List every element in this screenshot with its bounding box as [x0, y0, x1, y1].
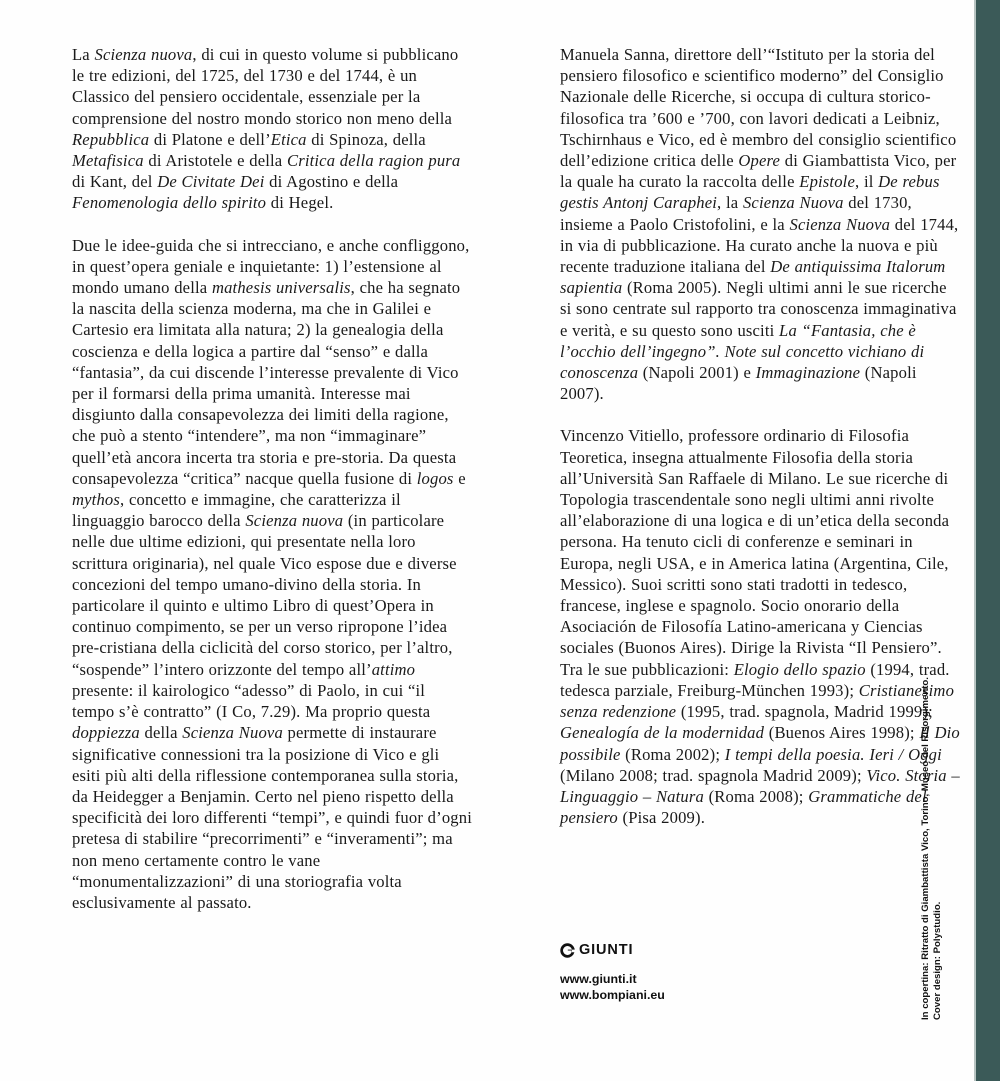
- italic-title: Cristianesimo senza redenzione: [560, 680, 955, 722]
- italic-title: Scienza Nuova: [789, 214, 891, 234]
- italic-title: Immaginazione: [755, 363, 861, 383]
- italic-title: Elogio dello spazio: [733, 659, 866, 679]
- italic-title: De antiquissima Italorum sapientia: [560, 257, 946, 298]
- paragraph-manuela-sanna-bio: Manuela Sanna, direttore dell’“Istituto per la storia del pensiero filosofico e scientifico moderno” del Consiglio Nazionale delle Ricerche, si occupa di cultura storico-filosofica tra ’600 e ’700, con lavori dedicati a Leibniz, Tschirnhaus e Vico, ed è membro del consiglio scientifico dell’edizione critica delle Opere di Giambattista Vico, per la quale ha curato la raccolta delle Epistole, il De rebus gestis Antonj Caraphei, la Scienza Nuova del 1730, insieme a Paolo Cristofolini, e la Scienza Nuova del 1744, in via di pubblicazione. Ha curato anche la nuova e più recente traduzione italiana del De antiquissima Italorum sapientia (Roma 2005). Negli ultimi anni le sue ricerche si sono centrate sul rapporto tra conoscenza immaginativa e verità, e su questo sono usciti La “Fantasia, che è l’occhio dell’ingegno”. Note sul concetto vichiano di conoscenza (Napoli 2001) e Immaginazione (Napoli 2007).: [560, 45, 959, 404]
- italic-title: Fenomenologia dello spirito: [72, 193, 267, 213]
- italic-title: mythos: [72, 490, 121, 510]
- publisher-urls: [560, 972, 860, 1003]
- url-giunti[interactable]: www.giunti.it: [560, 972, 637, 986]
- giunti-logo-icon: [560, 943, 575, 958]
- italic-title: Scienza nuova: [94, 45, 193, 64]
- italic-title: Etica: [270, 129, 307, 149]
- italic-title: I tempi della poesia. Ieri / Oggi: [724, 744, 942, 764]
- italic-title: logos: [416, 468, 454, 488]
- paragraph-idee-guida: Due le idee-guida che si intrecciano, e anche confliggono, in quest’opera geniale e inquietante: 1) l’estensione al mondo umano della mathesis universalis, che ha segnato la nascita della scienza moderna, ma che in Galilei e Cartesio era limitata alla natura; 2) la genealogia della coscienza e della logica a partire dal “senso” e dalla “fantasia”, da cui discende l’interesse prevalente di Vico per il formarsi della prima umanità. Interesse mai disgiunto dalla consapevolezza dei limiti della ragione, che può a stento “intendere”, ma non “immaginare” quell’età ancora incerta tra storia e pre-storia. Da questa consapevolezza “critica” nacque quella fusione di logos e mythos, concetto e immagine, che caratterizza il linguaggio barocco della Scienza nuova (in particolare nelle due ultime edizioni, qui presentate nella loro scrittura originaria), nel quale Vico espose due e diverse concezioni del tempo umano-divino della storia. In particolare il quinto e ultimo Libro di quest’Opera in continuo compimento, se per un verso ripropone l’idea pre-cristiana della ciclicità del corso storico, per l’altro, “sospende” l’intero orizzonte del tempo all’attimo presente: il kairologico “adesso” di Paolo, in cui “il tempo s’è contratto” (I Co, 7.29). Ma proprio questa doppiezza della Scienza Nuova permette di instaurare significative connessioni tra la posizione di Vico e gli esiti più alti della riflessione contemporanea sulla storia, da Heidegger a Benjamin. Certo nel pieno rispetto della specificità dei loro differenti “tempi”, e quindi fuor d’ogni pretesa di stabilire “precorrimenti” e “inveramenti”; ma non meno certamente contro le vane “monumentalizzazioni” di una storiografia volta esclusivamente al passato.: [72, 235, 472, 912]
- italic-title: Scienza nuova: [245, 511, 344, 531]
- italic-title: Scienza Nuova: [742, 193, 844, 213]
- credits-line-cover-image: In copertina: Ritratto di Giambattista Vico, Torino, Museo del Risorgimento.: [920, 677, 931, 1020]
- italic-title: Vico. Storia – Linguaggio – Natura: [560, 765, 960, 806]
- publisher-logo: [560, 943, 860, 958]
- italic-title: mathesis universalis: [211, 278, 351, 298]
- italic-title: Epistole: [799, 172, 855, 192]
- publisher-block: [560, 943, 860, 1003]
- publisher-name: GIUNTI: [579, 942, 634, 959]
- italic-title: doppiezza: [72, 723, 140, 743]
- right-text-column: [560, 44, 960, 828]
- spine-strip: [976, 0, 1000, 1081]
- credits-line-cover-design: Cover design: Polystudio.: [931, 901, 943, 1020]
- italic-title: Scienza Nuova: [182, 723, 283, 743]
- paragraph-opera: La Scienza nuova, di cui in questo volume si pubblicano le tre edizioni, del 1725, del 1730 e del 1744, è un Classico del pensiero occidentale, essenziale per la comprensione del nostro mondo storico non meno della Repubblica di Platone e dell’Etica di Spinoza, della Metafisica di Aristotele e della Critica della ragion pura di Kant, del De Civitate Dei di Agostino e della Fenomenologia dello spirito di Hegel.: [72, 45, 461, 213]
- italic-title: Genealogía de la modernidad: [560, 723, 765, 743]
- italic-title: attimo: [371, 659, 416, 679]
- paragraph-vincenzo-vitiello-bio: Vincenzo Vitiello, professore ordinario di Filosofia Teoretica, insegna attualmente Filosofia della storia all’Università San Raffaele di Milano. Le sue ricerche di Topologia trascendentale sono negli ultimi anni rivolte all’elaborazione di una logica e di un’etica della seconda persona. Ha tenuto cicli di conferenze e seminari in Europa, negli USA, e in America latina (Argentina, Cile, Messico). Suoi scritti sono stati tradotti in tedesco, francese, inglese e spagnolo. Socio onorario della Asociación de Filosofía Latino-americana y Ciencias sociales (Buonos Aires). Dirige la Rivista “Il Pensiero”. Tra le sue pubblicazioni: Elogio dello spazio (1994, trad. tedesca parziale, Freiburg-München 1993); Cristianesimo senza redenzione (1995, trad. spagnola, Madrid 1999); Genealogía de la modernidad (Buenos Aires 1998); Il Dio possibile (Roma 2002); I tempi della poesia. Ieri / Oggi (Milano 2008; trad. spagnola Madrid 2009); Vico. Storia – Linguaggio – Natura (Roma 2008); Grammatiche del pensiero (Pisa 2009).: [560, 426, 960, 828]
- left-text-column: [72, 44, 472, 913]
- url-bompiani[interactable]: www.bompiani.eu: [560, 987, 665, 1002]
- italic-title: De rebus gestis Antonj Caraphei: [560, 172, 940, 213]
- cover-credits: [920, 677, 943, 1020]
- italic-title: Grammatiche del pensiero: [560, 786, 927, 828]
- italic-title: Metafisica: [72, 151, 144, 171]
- italic-title: De Civitate Dei: [157, 172, 265, 192]
- italic-title: Repubblica: [72, 129, 150, 149]
- italic-title: La “Fantasia, che è l’occhio dell’ingegno”. Note sul concetto vichiano di conoscenza: [560, 320, 925, 383]
- italic-title: Critica della ragion pura: [286, 151, 461, 171]
- italic-title: Il Dio possibile: [560, 723, 960, 764]
- italic-title: Opere: [738, 151, 781, 171]
